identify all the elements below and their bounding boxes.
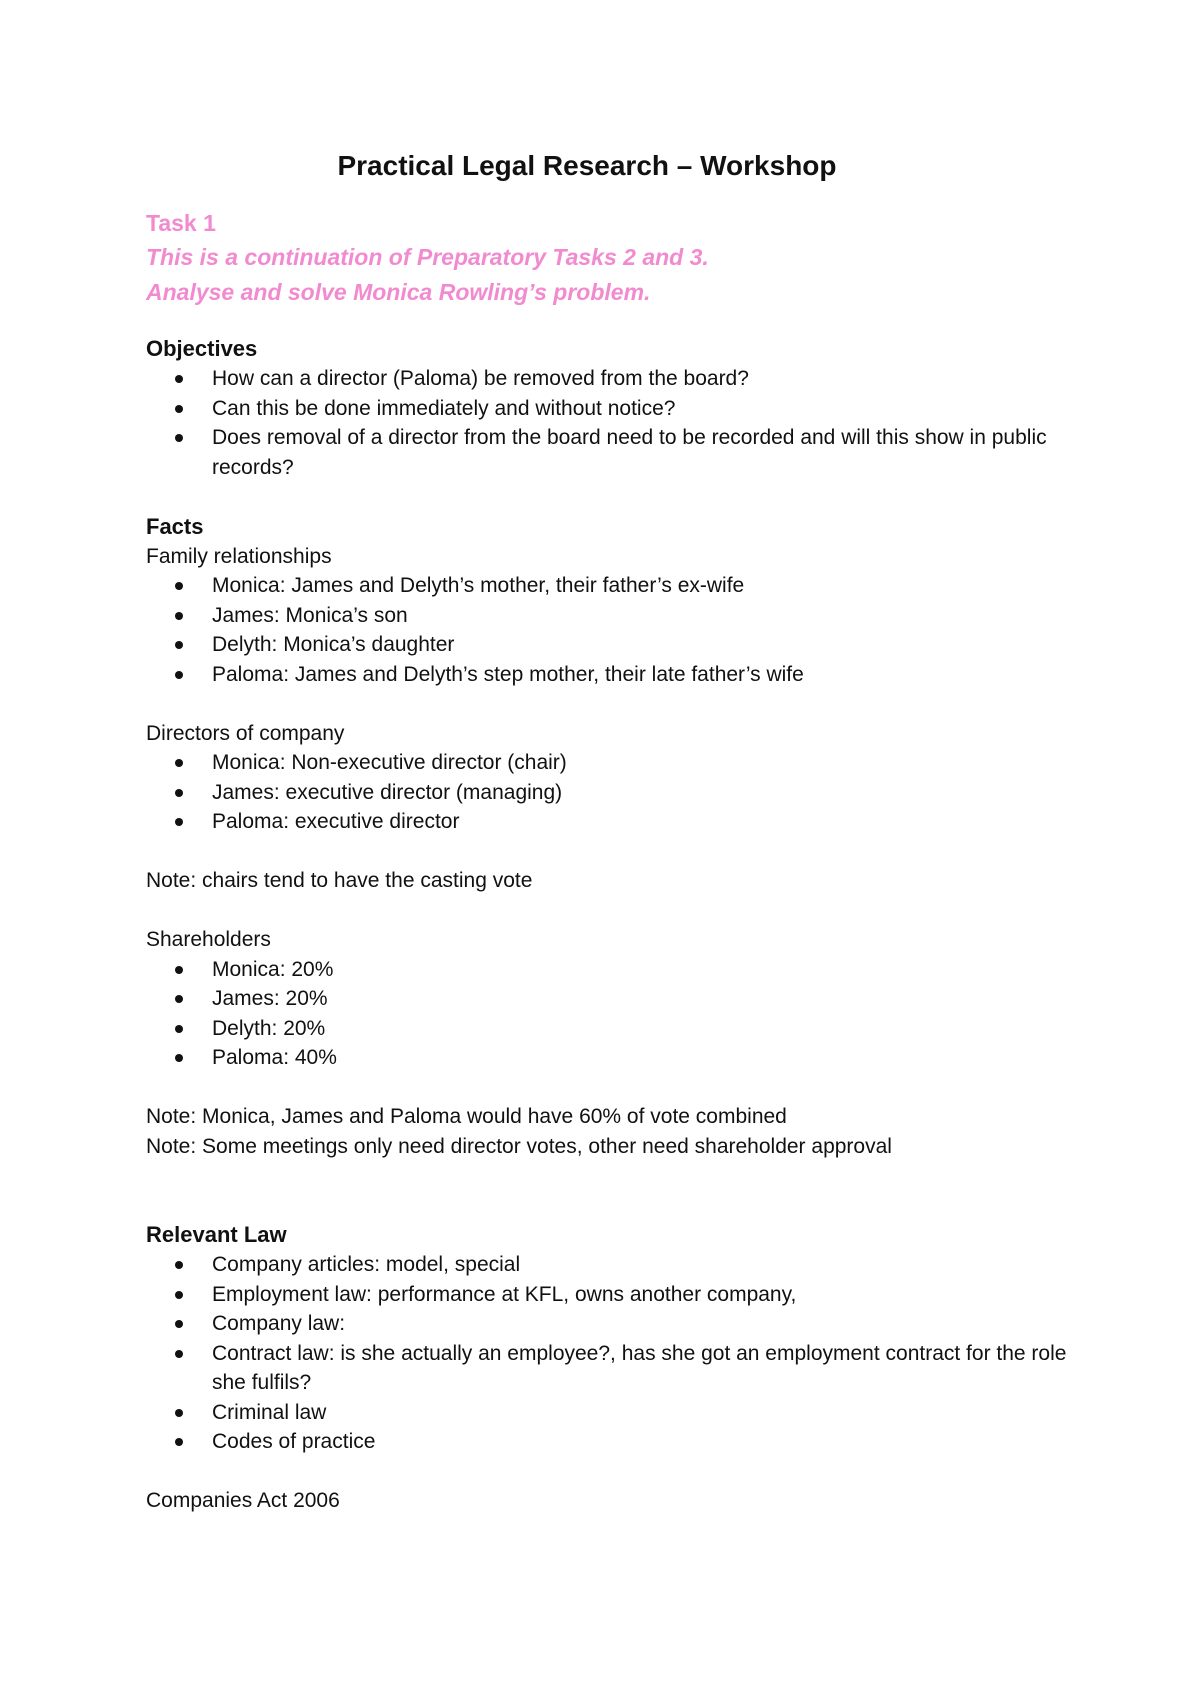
family-relationships-label: Family relationships bbox=[146, 544, 332, 568]
bullet-icon bbox=[175, 612, 183, 620]
bullet-icon bbox=[175, 1438, 183, 1446]
bullet-icon bbox=[175, 405, 183, 413]
list-item: Codes of practice bbox=[146, 1427, 1080, 1457]
bullet-icon bbox=[175, 995, 183, 1003]
list-item: Paloma: 40% bbox=[146, 1043, 1080, 1073]
family-list bbox=[146, 571, 1080, 689]
relevant-law-heading: Relevant Law bbox=[146, 1222, 287, 1247]
bullet-icon bbox=[175, 1320, 183, 1328]
list-item: Paloma: executive director bbox=[146, 807, 1080, 837]
bullet-icon bbox=[175, 641, 183, 649]
list-item: Criminal law bbox=[146, 1398, 1080, 1428]
relevant-law-list bbox=[146, 1250, 1080, 1457]
list-item: Does removal of a director from the board need to be recorded and will this show in public records? bbox=[146, 423, 1080, 482]
list-item: Monica: Non-executive director (chair) bbox=[146, 748, 1080, 778]
bullet-icon bbox=[175, 1409, 183, 1417]
list-item: Employment law: performance at KFL, owns another company, bbox=[146, 1280, 1080, 1310]
bullet-icon bbox=[175, 1261, 183, 1269]
bullet-icon bbox=[175, 1025, 183, 1033]
bullet-icon bbox=[175, 671, 183, 679]
list-item: Contract law: is she actually an employee?, has she got an employment contract for the role she fulfils? bbox=[146, 1339, 1080, 1398]
objectives-heading: Objectives bbox=[146, 336, 258, 361]
bullet-icon bbox=[175, 759, 183, 767]
list-item: James: Monica’s son bbox=[146, 601, 1080, 631]
list-item: James: executive director (managing) bbox=[146, 778, 1080, 808]
list-item: Monica: 20% bbox=[146, 955, 1080, 985]
bullet-icon bbox=[175, 375, 183, 383]
task-line: This is a continuation of Preparatory Tasks 2 and 3. bbox=[146, 244, 709, 270]
task-label: Task 1 bbox=[146, 210, 216, 236]
list-item: James: 20% bbox=[146, 984, 1080, 1014]
list-item: Paloma: James and Delyth’s step mother, their late father’s wife bbox=[146, 660, 1080, 690]
directors-label: Directors of company bbox=[146, 721, 345, 745]
list-item: Can this be done immediately and without notice? bbox=[146, 394, 1080, 424]
task-line: Analyse and solve Monica Rowling’s problem. bbox=[146, 279, 651, 305]
bullet-icon bbox=[175, 818, 183, 826]
note-chair: Note: chairs tend to have the casting vote bbox=[146, 869, 533, 892]
bullet-icon bbox=[175, 582, 183, 590]
companies-act-line: Companies Act 2006 bbox=[146, 1489, 340, 1512]
bullet-icon bbox=[175, 1054, 183, 1062]
shareholders-label: Shareholders bbox=[146, 928, 271, 951]
directors-list bbox=[146, 748, 1080, 837]
list-item: Delyth: 20% bbox=[146, 1014, 1080, 1044]
list-item: Monica: James and Delyth’s mother, their father’s ex-wife bbox=[146, 571, 1080, 601]
list-item: Company articles: model, special bbox=[146, 1250, 1080, 1280]
note-combined-vote: Note: Monica, James and Paloma would have 60% of vote combined bbox=[146, 1105, 787, 1128]
bullet-icon bbox=[175, 434, 183, 442]
bullet-icon bbox=[175, 1350, 183, 1358]
list-item: Company law: bbox=[146, 1309, 1080, 1339]
bullet-icon bbox=[175, 966, 183, 974]
bullet-icon bbox=[175, 1291, 183, 1299]
objectives-list bbox=[146, 364, 1080, 482]
list-item: How can a director (Paloma) be removed from the board? bbox=[146, 364, 1080, 394]
list-item: Delyth: Monica’s daughter bbox=[146, 630, 1080, 660]
facts-heading: Facts bbox=[146, 513, 204, 539]
shareholders-list bbox=[146, 955, 1080, 1073]
bullet-icon bbox=[175, 789, 183, 797]
page-title: Practical Legal Research – Workshop bbox=[337, 150, 837, 181]
note-meetings: Note: Some meetings only need director votes, other need shareholder approval bbox=[146, 1134, 892, 1158]
